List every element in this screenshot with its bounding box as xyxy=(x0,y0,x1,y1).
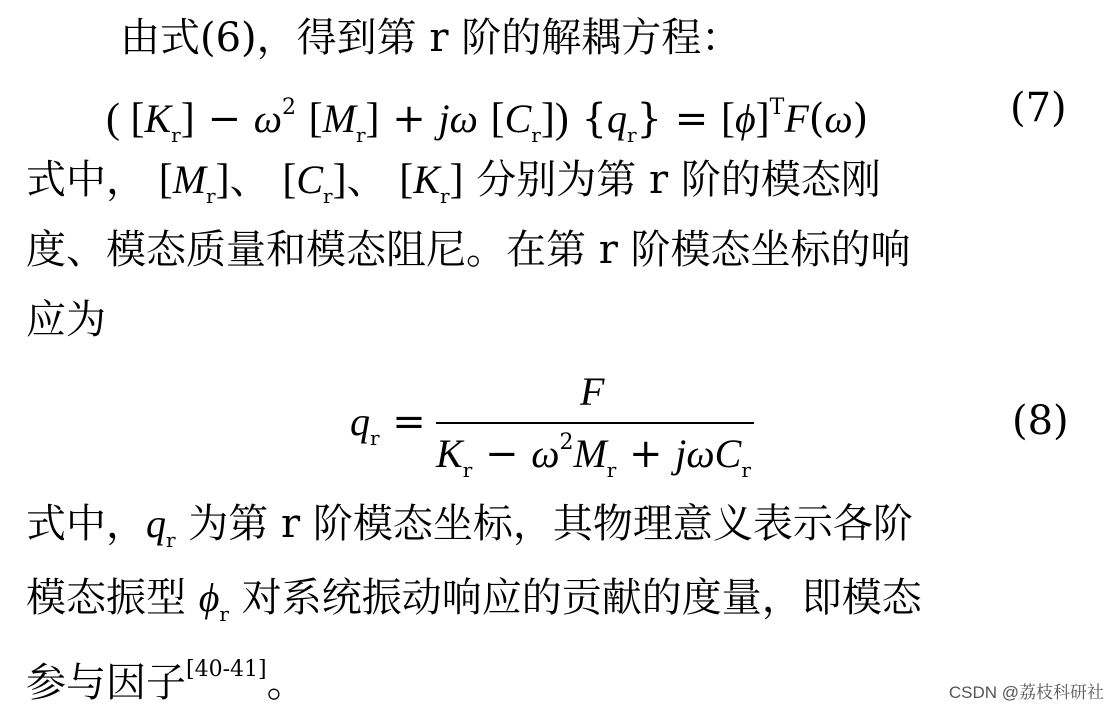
equation-7-number: (7) xyxy=(1010,85,1067,131)
watermark: CSDN @荔枝科研社 xyxy=(948,683,1104,702)
equation-8-numerator: F xyxy=(580,369,605,414)
citation: [40-41] xyxy=(186,657,267,682)
text-line-1 xyxy=(120,14,741,62)
text-line-4: 度、模态质量和模态阻尼。在第 r 阶模态坐标的响 xyxy=(26,227,911,273)
intro-text: 由式(6)，得到第 r 阶的解耦方程： xyxy=(120,15,742,61)
equation-8-denominator: $K_r - \omega^2M_r + j\omega C_r$ xyxy=(436,430,751,482)
text-line-5: 应为 xyxy=(26,297,106,343)
equation-7: ( $[K_r] - \omega^2$ $[M_r] + j\omega$ $[C_r]$) $\{q_r\} = [\phi]^TF(\omega)$ xyxy=(106,95,869,147)
fraction-bar xyxy=(436,422,754,424)
text-line-7: 模态振型 $\phi_r$ 对系统振动响应的贡献的度量，即模态 xyxy=(26,575,922,626)
text-line-6: 式中，$q_r$ 为第 r 阶模态坐标，其物理意义表示各阶 xyxy=(26,501,913,552)
text-line-8: 参与因子[40-41]。 xyxy=(26,657,307,706)
text-line-3: 式中， $[M_r]$、 $[C_r]$、 $[K_r]$ 分别为第 r 阶的模态刚 xyxy=(26,157,881,208)
equation-8-lhs: $q_r$ = xyxy=(350,399,426,450)
equation-8-number: (8) xyxy=(1012,398,1069,444)
